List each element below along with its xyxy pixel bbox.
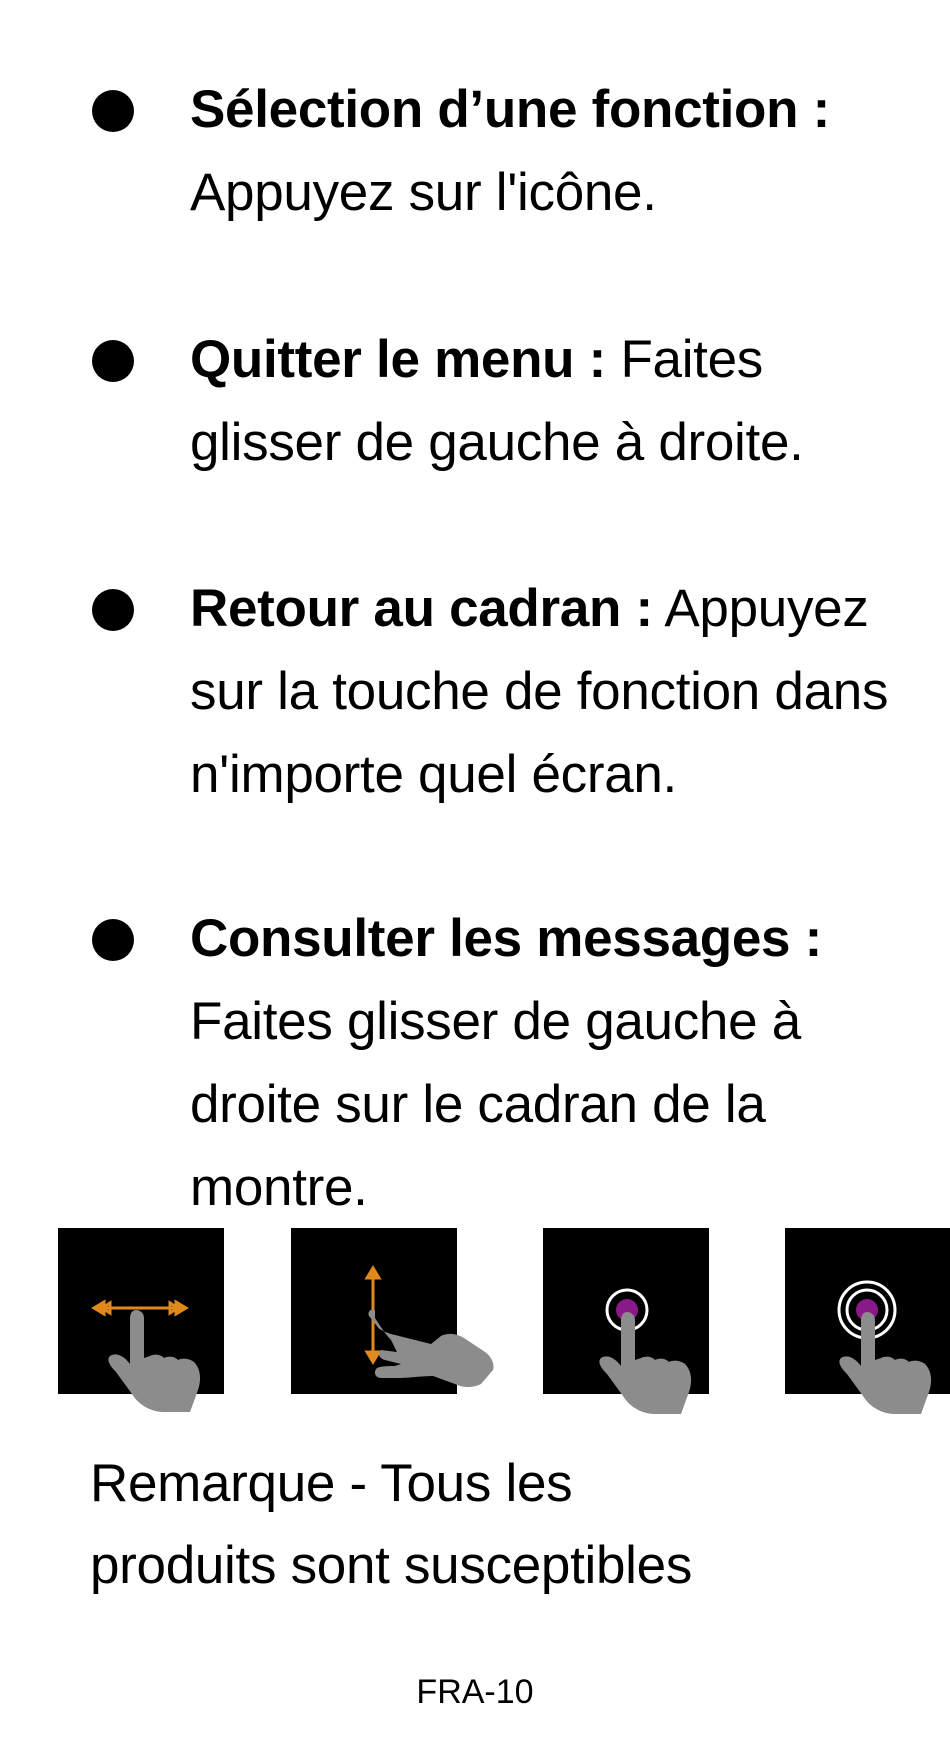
- instruction-item-select-function: [0, 68, 950, 318]
- note-line: produits sont susceptibles: [90, 1536, 693, 1595]
- instruction-text: [190, 567, 910, 816]
- vertical-swipe-gesture-icon: [291, 1228, 511, 1428]
- instruction-title: Retour au cadran :: [190, 579, 653, 638]
- instruction-text: [190, 68, 910, 234]
- instruction-text: [190, 318, 910, 484]
- instruction-description: Appuyez sur la touche de fonction dans n'importe quel écran.: [190, 579, 889, 804]
- instruction-item-view-messages: [0, 897, 950, 1229]
- double-tap-gesture-icon: [785, 1228, 950, 1428]
- instruction-title: Quitter le menu :: [190, 330, 607, 389]
- page-number: FRA-10: [416, 1673, 534, 1711]
- bullet-icon: [92, 589, 134, 631]
- instruction-description: Faites glisser de gauche à droite.: [190, 330, 804, 472]
- bullet-icon: [92, 90, 134, 132]
- instruction-item-quit-menu: [0, 318, 950, 567]
- single-tap-gesture-icon: [543, 1228, 709, 1428]
- horizontal-swipe-gesture-icon: [58, 1228, 224, 1428]
- instruction-title: Consulter les messages :: [190, 909, 823, 968]
- instruction-description: Faites glisser de gauche à droite sur le cadran de la montre.: [190, 992, 801, 1217]
- bullet-icon: [92, 340, 134, 382]
- instruction-text: [190, 897, 910, 1229]
- note-line: Remarque - Tous les: [90, 1454, 573, 1513]
- instruction-description: Appuyez sur l'icône.: [190, 163, 657, 222]
- instruction-title: Sélection d’une fonction :: [190, 80, 830, 139]
- bullet-icon: [92, 919, 134, 961]
- note-text: [90, 1443, 910, 1607]
- instruction-item-return-dial: [0, 567, 950, 897]
- gesture-illustrations: [0, 1228, 950, 1428]
- instruction-list: [0, 68, 950, 1229]
